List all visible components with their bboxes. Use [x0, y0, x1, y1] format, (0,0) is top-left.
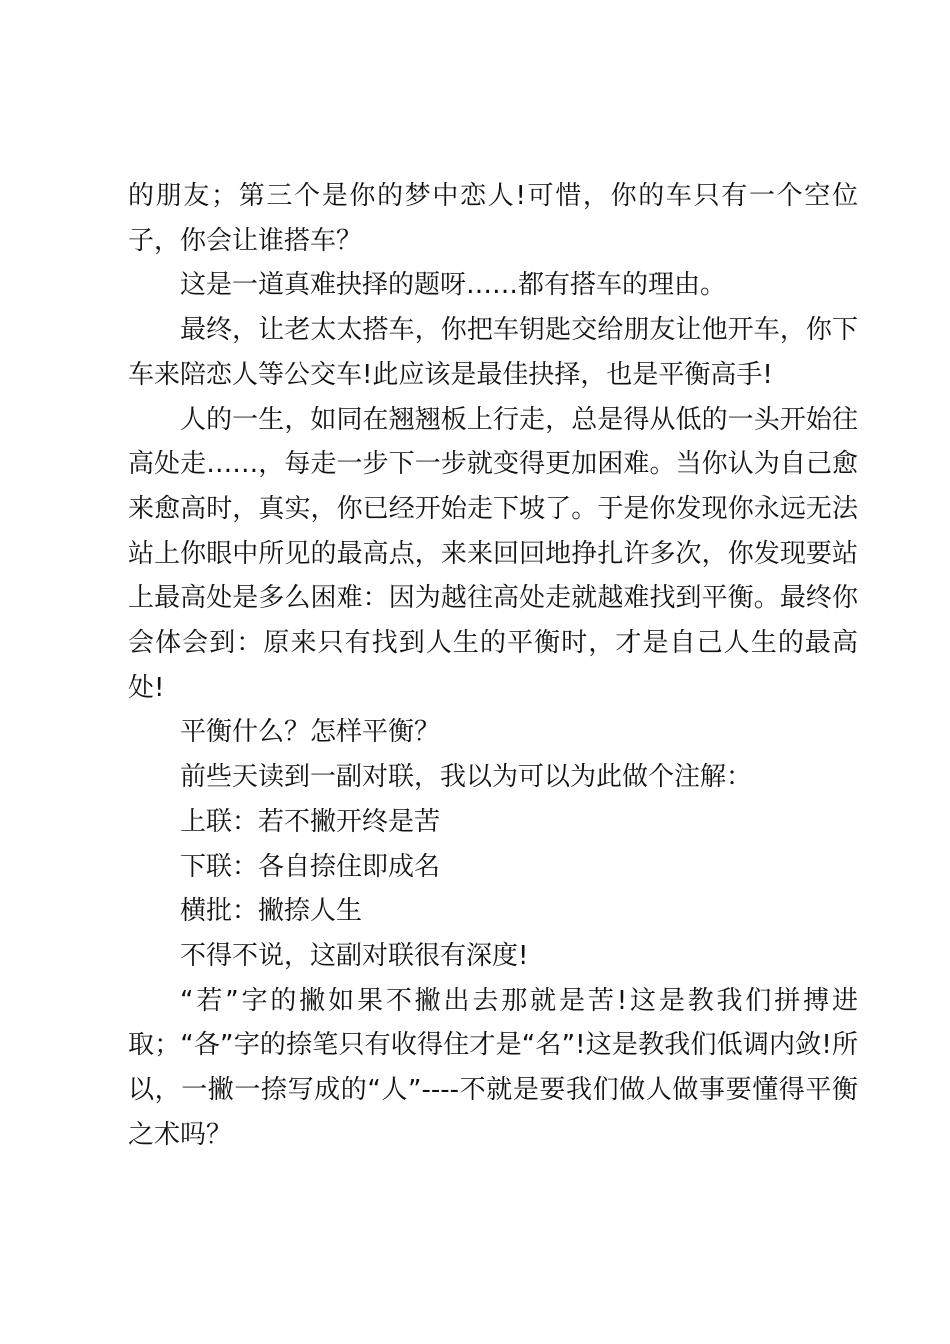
paragraph-3: 最终，让老太太搭车，你把车钥匙交给朋友让他开车，你下车来陪恋人等公交车!此应该是最佳抉择，也是平衡高手!	[128, 315, 858, 390]
paragraph-1: 的朋友；第三个是你的梦中恋人!可惜，你的车只有一个空位子，你会让谁搭车？	[128, 181, 858, 256]
couplet-horizontal-scroll: 横批：撇捺人生	[180, 896, 363, 927]
couplet-lower-line: 下联：各自捺住即成名	[180, 851, 441, 882]
paragraph-4: 人的一生，如同在翘翘板上行走，总是得从低的一头开始往高处走……，每走一步下一步就变得更加困难。当你认为自己愈来愈高时，真实，你已经开始走下坡了。于是你发现你永远无法站上你眼中所见的最高点，来来回回地挣扎许多次，你发现要站上最高处是多么困难：因为越往高处走就越难找到平衡。最终你会体会到：原来只有找到人生的平衡时，才是自己人生的最高处!	[128, 404, 858, 703]
paragraph-6: 前些天读到一副对联，我以为可以为此做个注解：	[180, 762, 753, 793]
paragraph-5: 平衡什么？怎样平衡？	[180, 717, 441, 748]
couplet-upper-line: 上联：若不撇开终是苦	[180, 806, 441, 837]
paragraph-11: “若”字的撇如果不撇出去那就是苦!这是教我们拼搏进取；“各”字的捺笔只有收得住才是“名”!这是教我们低调内敛!所以，一撇一捺写成的“人”----不就是要我们做人做事要懂得平衡之术吗？	[128, 985, 858, 1150]
paragraph-10: 不得不说，这副对联很有深度!	[180, 940, 529, 971]
body-text	[128, 174, 858, 1157]
paragraph-2: 这是一道真难抉择的题呀……都有搭车的理由。	[180, 270, 727, 301]
